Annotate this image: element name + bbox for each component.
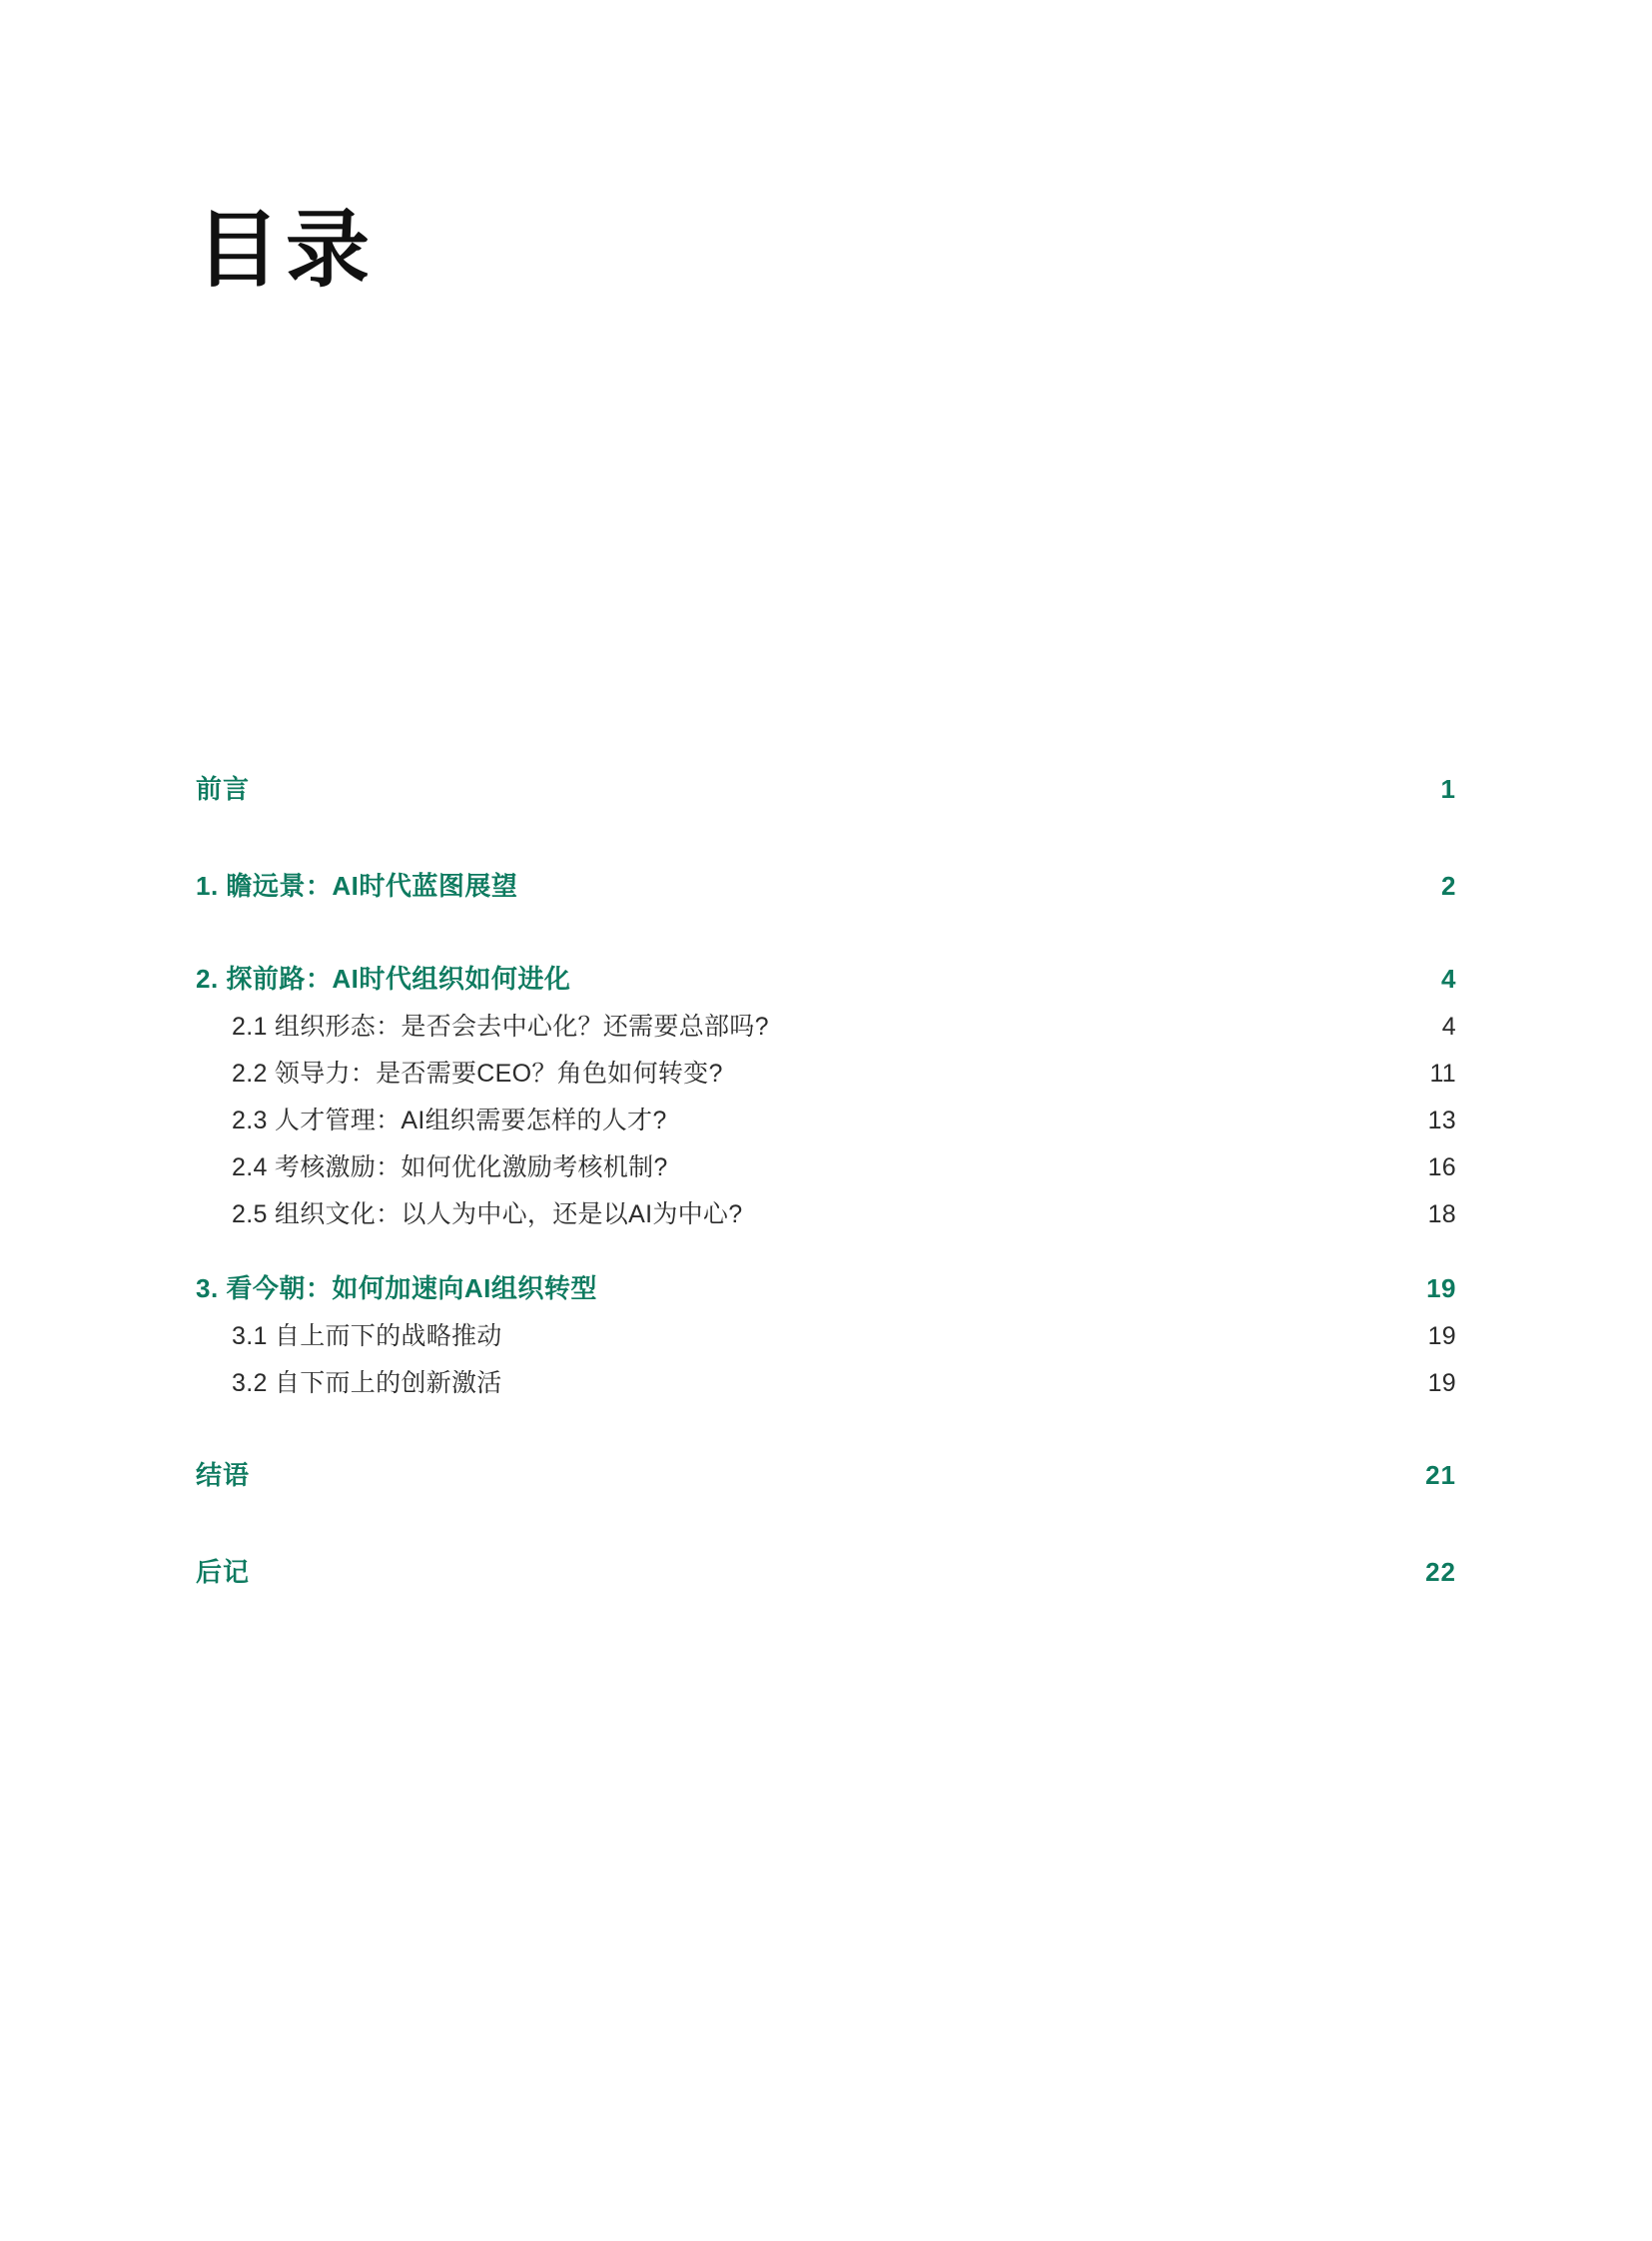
toc-entry-page: 19 [1427, 1369, 1456, 1397]
toc-entry-label: 1. 瞻远景：AI时代蓝图展望 [196, 871, 518, 901]
toc-entry-section-2-4[interactable] [196, 1136, 1456, 1183]
spacer [196, 903, 1456, 959]
toc-entry-label: 2.1 组织形态：是否会去中心化？还需要总部吗? [232, 1013, 769, 1041]
spacer [196, 1230, 1456, 1268]
toc-sublist-chapter-3 [196, 1305, 1456, 1399]
toc-entry-label: 前言 [196, 774, 251, 804]
toc-entry-page: 18 [1427, 1200, 1456, 1228]
toc-entry-chapter-1[interactable] [196, 866, 1456, 903]
toc-entry-section-2-3[interactable] [196, 1090, 1456, 1136]
toc-entry-label: 2. 探前路：AI时代组织如何进化 [196, 964, 571, 994]
spacer [196, 1496, 1456, 1552]
toc-entry-section-2-2[interactable] [196, 1043, 1456, 1090]
toc-entry-page: 16 [1427, 1153, 1456, 1181]
toc-entry-page: 19 [1427, 1322, 1456, 1350]
toc-entry-section-2-5[interactable] [196, 1183, 1456, 1230]
toc-entry-page: 21 [1425, 1460, 1456, 1490]
toc-entry-label: 2.3 人才管理：AI组织需要怎样的人才? [232, 1107, 667, 1134]
toc-entry-label: 后记 [196, 1557, 251, 1587]
toc-entry-label: 3.1 自上而下的战略推动 [232, 1322, 502, 1350]
toc-sublist-chapter-2 [196, 996, 1456, 1230]
toc-entry-section-3-1[interactable] [196, 1305, 1456, 1352]
toc-entry-conclusion[interactable] [196, 1455, 1456, 1496]
toc-entry-label: 2.5 组织文化：以人为中心，还是以AI为中心? [232, 1200, 743, 1228]
toc-entry-page: 22 [1425, 1557, 1456, 1587]
toc-entry-page: 4 [1441, 964, 1456, 994]
toc-entry-page: 1 [1440, 774, 1456, 804]
toc-entry-chapter-3[interactable] [196, 1268, 1456, 1305]
toc-entry-label: 结语 [196, 1460, 251, 1490]
toc-entry-page: 13 [1427, 1107, 1456, 1134]
toc-entry-chapter-2[interactable] [196, 959, 1456, 996]
toc-entry-preface[interactable] [196, 769, 1456, 810]
toc-entry-page: 2 [1441, 871, 1456, 901]
toc-entry-label: 3. 看今朝：如何加速向AI组织转型 [196, 1273, 597, 1303]
toc-entry-label: 2.2 领导力：是否需要CEO？角色如何转变? [232, 1060, 723, 1088]
toc-entry-afterword[interactable] [196, 1552, 1456, 1593]
spacer [196, 1399, 1456, 1455]
toc-entry-section-3-2[interactable] [196, 1352, 1456, 1399]
toc-entry-label: 3.2 自下而上的创新激活 [232, 1369, 502, 1397]
toc-entry-section-2-1[interactable] [196, 996, 1456, 1043]
table-of-contents [196, 769, 1456, 1593]
spacer [196, 810, 1456, 866]
page-title: 目录 [196, 205, 377, 299]
toc-entry-label: 2.4 考核激励：如何优化激励考核机制? [232, 1153, 668, 1181]
toc-entry-page: 19 [1426, 1273, 1456, 1303]
toc-entry-page: 11 [1429, 1060, 1456, 1088]
toc-entry-page: 4 [1441, 1013, 1456, 1041]
